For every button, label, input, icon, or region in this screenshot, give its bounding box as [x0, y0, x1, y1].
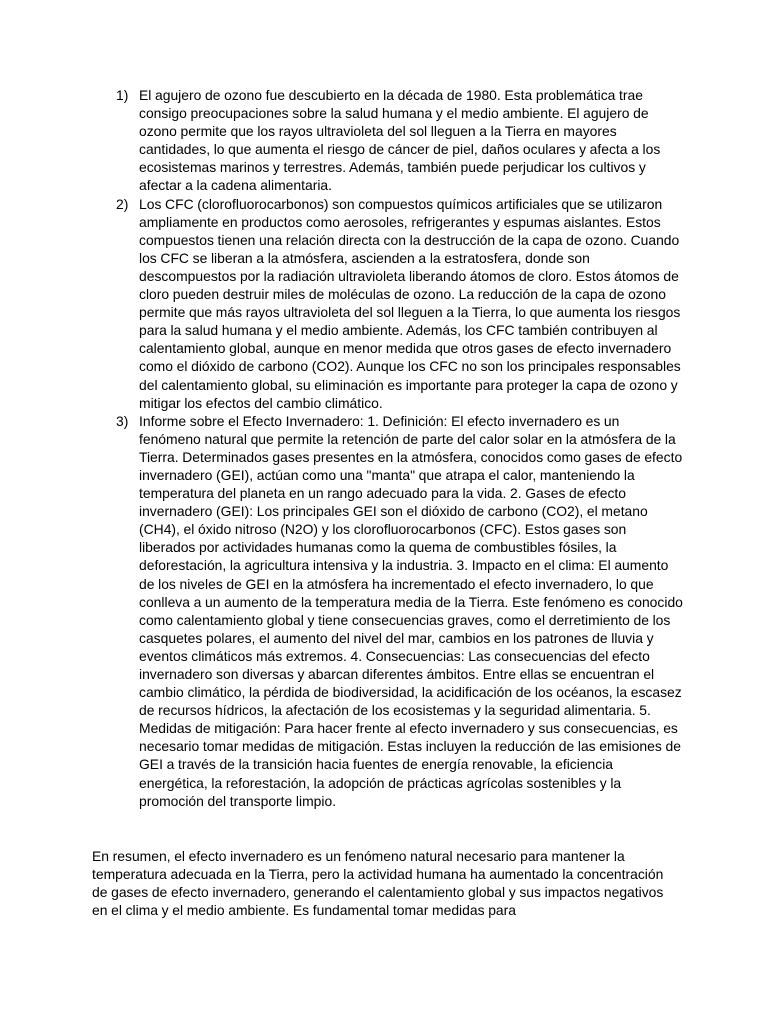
- list-item: [108, 412, 683, 810]
- list-item: [108, 195, 683, 412]
- list-item-text: Los CFC (clorofluorocarbonos) son compuestos químicos artificiales que se utilizaron ampliamente en productos como aerosoles, refrigerantes y espumas aislantes. Estos compuestos tienen una relación directa con la destrucción de la capa de ozono. Cuando los CFC se liberan a la atmósfera, ascienden a la estratosfera, donde son descompuestos por la radiación ultravioleta liberando átomos de cloro. Estos átomos de cloro pueden destruir miles de moléculas de ozono. La reducción de la capa de ozono permite que más rayos ultravioleta del sol lleguen a la Tierra, lo que aumenta los riesgos para la salud humana y el medio ambiente. Además, los CFC también contribuyen al calentamiento global, aunque en menor medida que otros gases de efecto invernadero como el dióxido de carbono (CO2). Aunque los CFC no son los principales responsables del calentamiento global, su eliminación es importante para proteger la capa de ozono y mitigar los efectos del cambio climático.: [139, 195, 681, 411]
- list-item-text: El agujero de ozono fue descubierto en la década de 1980. Esta problemática trae consigo preocupaciones sobre la salud humana y el medio ambiente. El agujero de ozono permite que los rayos ultravioleta del sol lleguen a la Tierra en mayores cantidades, lo que aumenta el riesgo de cáncer de piel, daños oculares y afecta a los ecosistemas marinos y terrestres. Además, también puede perjudicar los cultivos y afectar a la cadena alimentaria.: [139, 87, 661, 194]
- list-item-text: Informe sobre el Efecto Invernadero: 1. Definición: El efecto invernadero es un fenómeno natural que permite la retención de parte del calor solar en la atmósfera de la Tierra. Determinados gases presentes en la atmósfera, conocidos como gases de efecto invernadero (GEI), actúan como una "manta" que atrapa el calor, manteniendo la temperatura del planeta en un rango adecuado para la vida. 2. Gases de efecto invernadero (GEI): Los principales GEI son el dióxido de carbono (CO2), el metano (CH4), el óxido nitroso (N2O) y los clorofluorocarbonos (CFC). Estos gases son liberados por actividades humanas como la quema de combustibles fósiles, la deforestación, la agricultura intensiva y la industria. 3. Impacto en el clima: El aumento de los niveles de GEI en la atmósfera ha incrementado el efecto invernadero, lo que conlleva a un aumento de la temperatura media de la Tierra. Este fenómeno es conocido como calentamiento global y tiene consecuencias graves, como el derretimiento de los casquetes polares, el aumento del nivel del mar, cambios en los patrones de lluvia y eventos climáticos más extremos. 4. Consecuencias: Las consecuencias del efecto invernadero son diversas y abarcan diferentes ámbitos. Entre ellas se encuentran el cambio climático, la pérdida de biodiversidad, la acidificación de los océanos, la escasez de recursos hídricos, la afectación de los ecosistemas y la seguridad alimentaria. 5. Medidas de mitigación: Para hacer frente al efecto invernadero y sus consecuencias, es necesario tomar medidas de mitigación. Estas incluyen la reducción de las emisiones de GEI a través de la transición hacia fuentes de energía renovable, la eficiencia energética, la reforestación, la adopción de prácticas agrícolas sostenibles y la promoción del transporte limpio.: [139, 412, 683, 809]
- list-item: [108, 86, 683, 195]
- numbered-list: [108, 86, 683, 810]
- summary-paragraph: En resumen, el efecto invernadero es un fenómeno natural necesario para mantener la temperatura adecuada en la Tierra, pero la actividad humana ha aumentado la concentración de gases de efecto invernadero, generando el calentamiento global y sus impactos negativos en el clima y el medio ambiente. Es fundamental tomar medidas para: [92, 848, 664, 919]
- list-item-number: 2): [116, 195, 129, 212]
- list-item-number: 1): [116, 87, 129, 103]
- list-item-number: 3): [116, 412, 129, 429]
